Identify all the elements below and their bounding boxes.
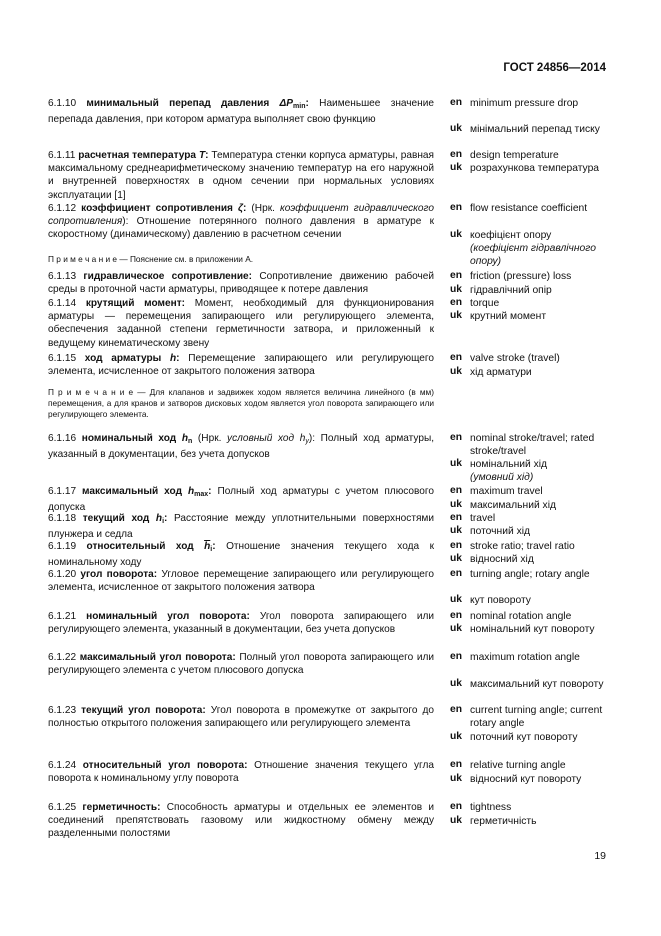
translation-en: relative turning angle bbox=[470, 760, 566, 771]
translation-en: valve stroke (travel) bbox=[470, 353, 560, 364]
lang-label-en: en bbox=[450, 202, 463, 213]
lang-label-uk: uk bbox=[450, 815, 463, 826]
lang-label-en: en bbox=[450, 512, 463, 523]
translation-en: tightness bbox=[470, 802, 512, 813]
translation-en: turning angle; rotary angle bbox=[470, 569, 590, 580]
lang-label-en: en bbox=[450, 485, 463, 496]
translation-en: friction (pressure) loss bbox=[470, 271, 572, 282]
term-entry: 6.1.23 текущий угол поворота: Угол поворота в промежутке от закрытого до полностью открытого положения запирающего или регулирующего элемента bbox=[48, 705, 434, 730]
lang-label-uk: uk bbox=[450, 623, 463, 634]
translation-en: flow resistance coefficient bbox=[470, 203, 588, 214]
page-number: 19 bbox=[594, 850, 606, 862]
translation-uk: відносний кут повороту bbox=[470, 774, 582, 785]
translation-uk: мінімальний перепад тиску bbox=[470, 124, 600, 135]
translation-uk: номінальний хід (умовний хід) bbox=[470, 459, 548, 484]
document-header: ГОСТ 24856—2014 bbox=[503, 62, 606, 74]
lang-label-uk: uk bbox=[450, 499, 463, 510]
translation-uk: коефіцієнт опору (коефіцієнт гідравлічного опору) bbox=[470, 230, 596, 268]
translation-uk: максимальний кут повороту bbox=[470, 679, 604, 690]
term-entry: 6.1.25 герметичность: Способность арматуры и отдельных ее элементов и соединений препятствовать газовому или жидкостному обмену между разделенными полостями bbox=[48, 802, 434, 840]
lang-label-en: en bbox=[450, 801, 463, 812]
translation-uk: номінальний кут повороту bbox=[470, 624, 595, 635]
translation-en: nominal stroke/travel; rated stroke/travel bbox=[470, 433, 595, 458]
translation-uk: поточний кут повороту bbox=[470, 732, 578, 743]
translation-uk: гідравлічний опір bbox=[470, 285, 552, 296]
translation-uk: розрахункова температура bbox=[470, 163, 600, 174]
translation-en: maximum travel bbox=[470, 486, 543, 497]
lang-label-en: en bbox=[450, 568, 463, 579]
translation-uk: крутний момент bbox=[470, 311, 547, 322]
lang-label-uk: uk bbox=[450, 731, 463, 742]
translation-uk: герметичність bbox=[470, 816, 537, 827]
translation-en: nominal rotation angle bbox=[470, 611, 572, 622]
translation-uk: поточний хід bbox=[470, 526, 531, 537]
term-entry: 6.1.16 номинальный ход $h_n$ (Нрк. условный ход $h_y$): Полный ход арматуры, указанный в документации, без учета допусков bbox=[48, 433, 435, 461]
translation-uk: максимальний хід bbox=[470, 500, 557, 511]
term-entry: 6.1.11 расчетная температура T: Температура стенки корпуса арматуры, равная максимальному среднеарифметическому значению температур на его наружной и внутренней поверхностях в одном сечении при нормальных условиях эксплуатации [1] bbox=[48, 150, 434, 201]
lang-label-en: en bbox=[450, 759, 463, 770]
translation-en: maximum rotation angle bbox=[470, 652, 580, 663]
lang-label-en: en bbox=[450, 651, 463, 662]
lang-label-en: en bbox=[450, 610, 463, 621]
lang-label-en: en bbox=[450, 352, 463, 363]
note: П р и м е ч а н и е — Пояснение см. в приложении А. bbox=[48, 254, 254, 264]
translation-uk: відносний хід bbox=[470, 554, 534, 565]
translation-en: travel bbox=[470, 513, 496, 524]
translation-en: minimum pressure drop bbox=[470, 98, 579, 109]
term-entry: 6.1.19 относительный ход $\overline{h}_i$: Отношение значения текущего хода к номинальному ходу bbox=[48, 541, 434, 569]
term-entry: 6.1.18 текущий ход $h_i$: Расстояние между уплотнительными поверхностями плунжера и седла bbox=[48, 513, 435, 541]
term-entry: 6.1.21 номинальный угол поворота: Угол поворота запирающего или регулирующего элемента, указанный в документации, без учета допусков bbox=[48, 611, 434, 636]
lang-label-en: en bbox=[450, 540, 463, 551]
lang-label-uk: uk bbox=[450, 366, 463, 377]
term-entry: 6.1.14 крутящий момент: Момент, необходимый для функционирования арматуры — перемещения запирающего или регулирующего элемента, обеспечения заданной степени герметичности затвора, и приложенный к ведущему кинематическому звену bbox=[48, 298, 434, 349]
lang-label-en: en bbox=[450, 149, 463, 160]
translation-uk: кут повороту bbox=[470, 595, 531, 606]
translation-en: current turning angle; current rotary angle bbox=[470, 705, 603, 730]
lang-label-en: en bbox=[450, 270, 463, 281]
term-entry: 6.1.12 коэффициент сопротивления ζ: (Нрк. коэффициент гидравлического сопротивления): Отношение потерянного полного давления в арматуре к скоростному (динамическому) давлению в расчетном сечении bbox=[48, 203, 434, 241]
lang-label-uk: uk bbox=[450, 553, 463, 564]
term-entry: 6.1.10 минимальный перепад давления $\Delta P_{min}$: Наименьшее значение перепада давления, при котором арматура выполняет свою функцию bbox=[48, 98, 434, 126]
translation-en: torque bbox=[470, 298, 500, 309]
lang-label-uk: uk bbox=[450, 284, 463, 295]
term-entry: 6.1.13 гидравлическое сопротивление: Сопротивление движению рабочей среды в проточной части арматуры, приводящее к потере давления bbox=[48, 271, 435, 296]
lang-label-en: en bbox=[450, 97, 463, 108]
term-entry: 6.1.24 относительный угол поворота: Отношение значения текущего угла поворота к номинальному углу поворота bbox=[48, 760, 434, 785]
lang-label-uk: uk bbox=[450, 594, 463, 605]
lang-label-uk: uk bbox=[450, 229, 463, 240]
lang-label-uk: uk bbox=[450, 458, 463, 469]
note: П р и м е ч а н и е — Для клапанов и задвижек ходом является величина линейного (в мм) перемещения, а для кранов и затворов дисковых ходом является угол поворота запирающего или регулирующего элемента. bbox=[48, 387, 434, 419]
translation-uk: хід арматури bbox=[470, 367, 532, 378]
lang-label-en: en bbox=[450, 432, 463, 443]
lang-label-uk: uk bbox=[450, 123, 463, 134]
lang-label-uk: uk bbox=[450, 162, 463, 173]
lang-label-uk: uk bbox=[450, 525, 463, 536]
term-entry: 6.1.17 максимальный ход $h_{max}$: Полный ход арматуры с учетом плюсового допуска bbox=[48, 486, 434, 514]
lang-label-en: en bbox=[450, 297, 463, 308]
term-entry: 6.1.22 максимальный угол поворота: Полный угол поворота запирающего или регулирующего элемента с учетом плюсового допуска bbox=[48, 652, 434, 677]
term-entry: 6.1.15 ход арматуры h: Перемещение запирающего или регулирующего элемента, исчисленное от закрытого положения затвора bbox=[48, 353, 434, 378]
translation-en: stroke ratio; travel ratio bbox=[470, 541, 575, 552]
term-entry: 6.1.20 угол поворота: Угловое перемещение запирающего или регулирующего элемента, исчисленное от закрытого положения затвора bbox=[48, 569, 434, 594]
lang-label-en: en bbox=[450, 704, 463, 715]
translation-en: design temperature bbox=[470, 150, 559, 161]
lang-label-uk: uk bbox=[450, 310, 463, 321]
lang-label-uk: uk bbox=[450, 678, 463, 689]
lang-label-uk: uk bbox=[450, 773, 463, 784]
